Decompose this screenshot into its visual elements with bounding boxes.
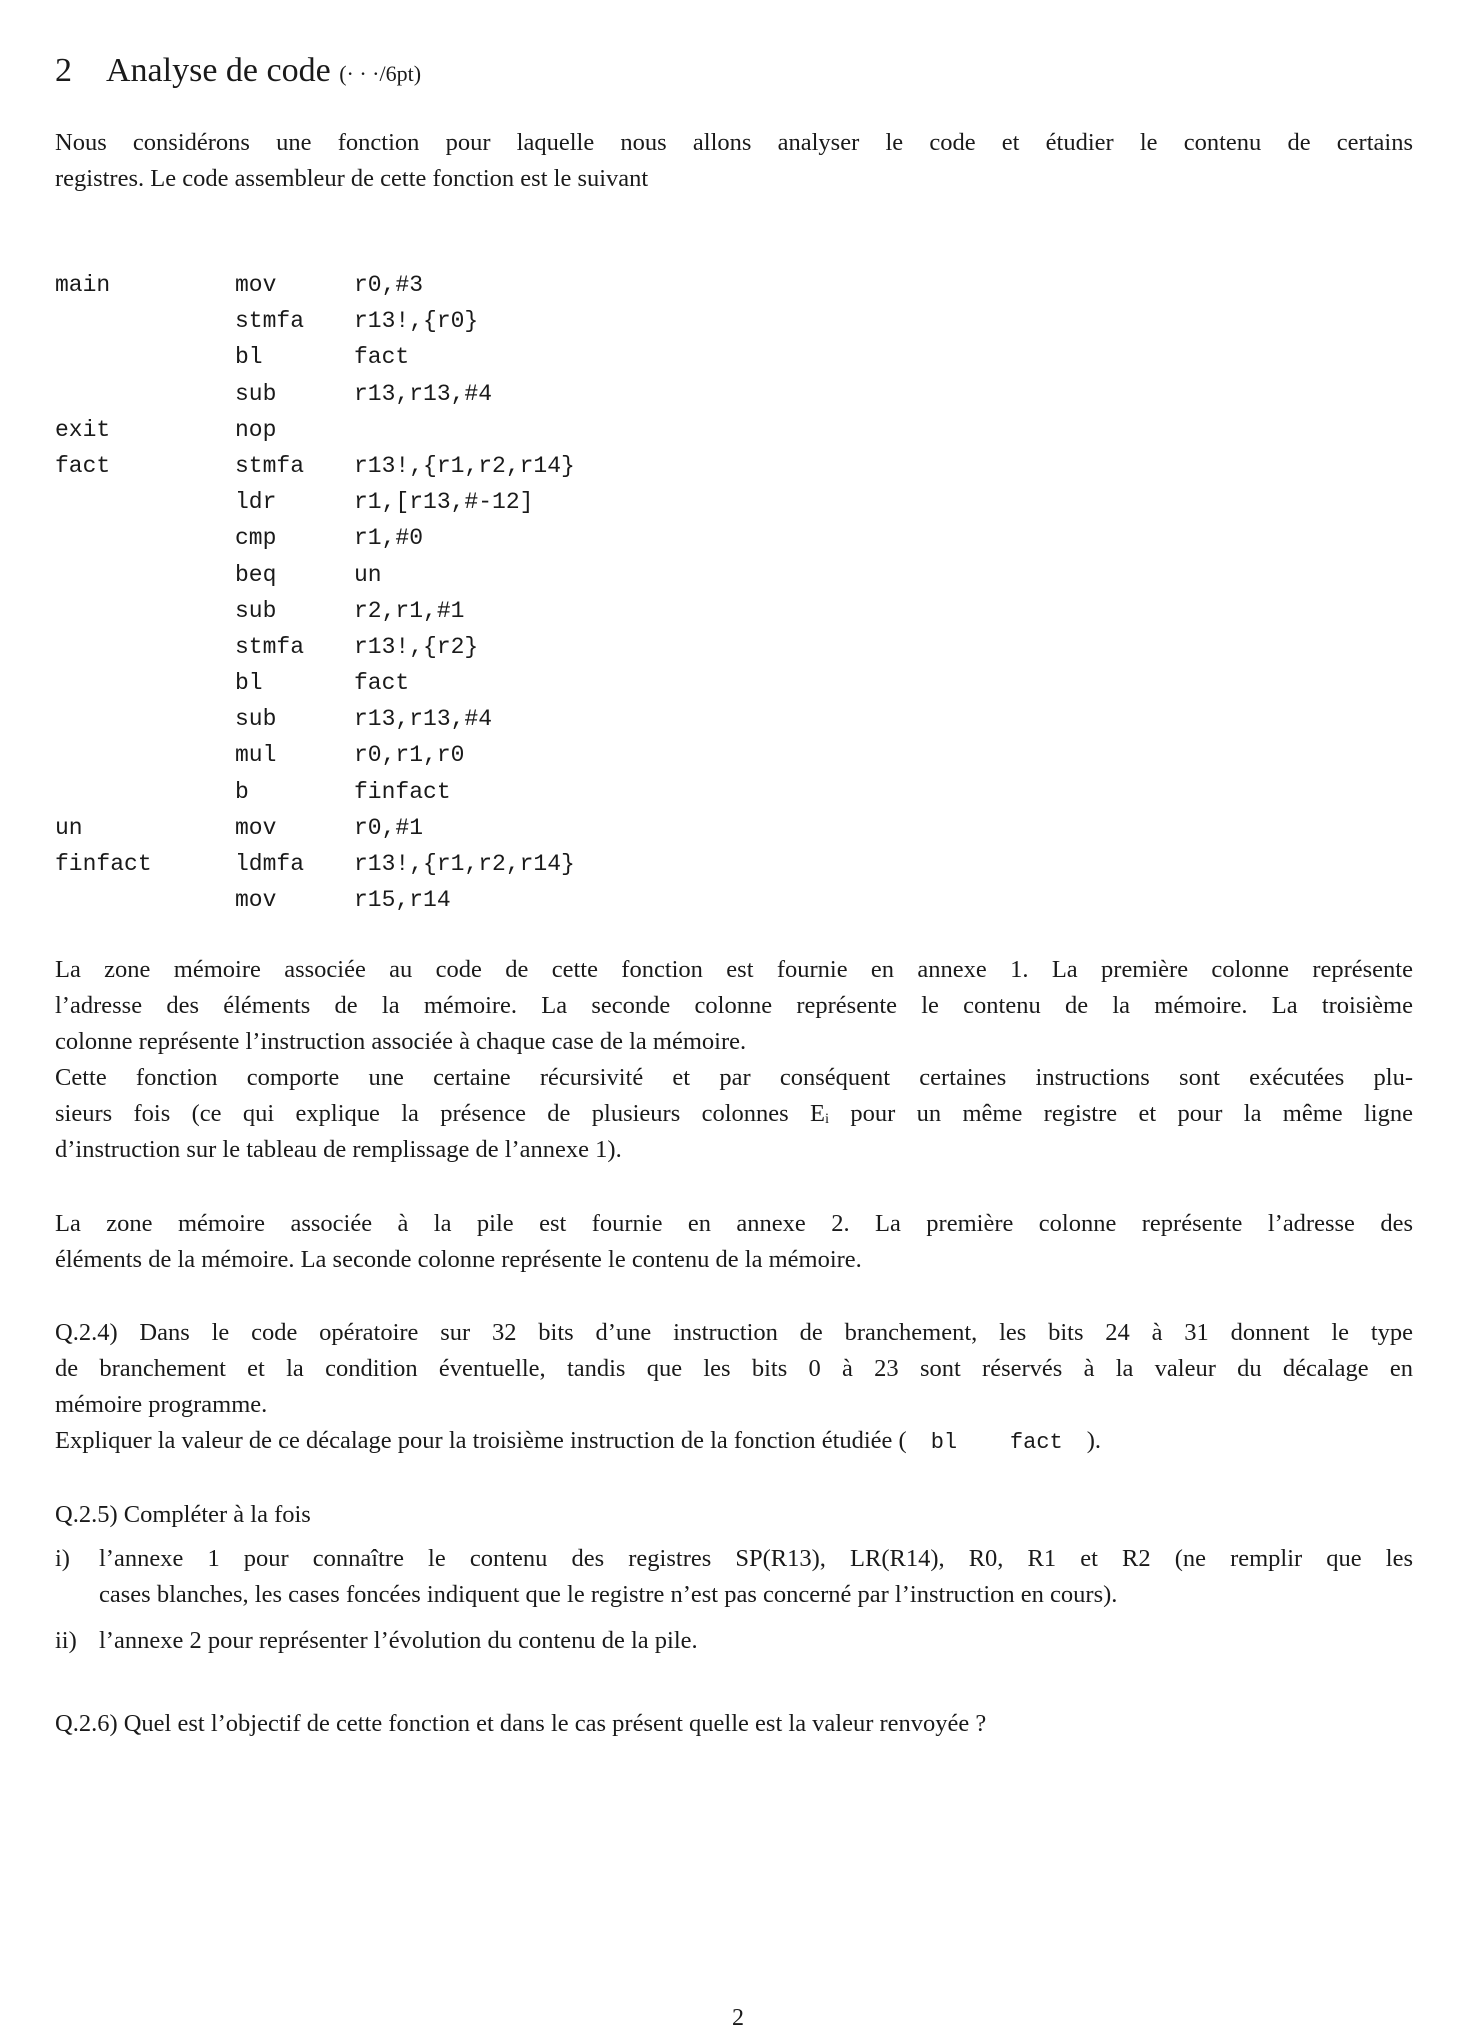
- question-2-5: [55, 1497, 1413, 1659]
- list-item: [55, 1541, 1413, 1613]
- code-mnemonic: cmp: [235, 525, 277, 552]
- code-mnemonic: stmfa: [235, 308, 305, 335]
- code-mnemonic: sub: [235, 597, 277, 624]
- code-mnemonic: ldr: [235, 489, 277, 516]
- inline-code: bl fact: [930, 1430, 1063, 1455]
- code-mnemonic: mul: [235, 742, 277, 769]
- question-2-4: [55, 1315, 1413, 1459]
- code-operands: fact: [354, 670, 410, 697]
- question-label: Q.2.6): [55, 1710, 118, 1737]
- list-marker: i): [55, 1545, 70, 1572]
- code-mnemonic: b: [235, 778, 249, 805]
- text-line: La zone mémoire associée au code de cette fonction est fournie en annexe 1. La première colonne représente: [55, 956, 1413, 983]
- code-label: finfact: [55, 851, 152, 877]
- code-operands: r13,r13,#4: [354, 706, 493, 733]
- code-operands: r0,#3: [354, 272, 424, 298]
- code-mnemonic: sub: [235, 706, 277, 733]
- question-label: Q.2.5): [55, 1501, 118, 1528]
- code-operands: un: [354, 561, 382, 588]
- code-label: fact: [55, 452, 111, 479]
- code-mnemonic: ldmfa: [235, 851, 305, 877]
- code-mnemonic: mov: [235, 272, 277, 298]
- code-operands: r1,#0: [354, 525, 424, 552]
- text-line: mémoire programme.: [55, 1391, 268, 1418]
- code-operands: finfact: [354, 778, 451, 805]
- text-line: l’annexe 2 pour représenter l’évolution du contenu de la pile.: [99, 1627, 698, 1654]
- code-mnemonic: mov: [235, 887, 277, 914]
- text-line: sieurs fois (ce qui explique la présence de plusieurs colonnes Eᵢ pour un même registre et pour la même ligne: [55, 1100, 1413, 1127]
- text-line: cases blanches, les cases foncées indiquent que le registre n’est pas concerné par l’instruction en cours).: [99, 1581, 1118, 1608]
- text-line: d’instruction sur le tableau de remplissage de l’annexe 1).: [55, 1136, 622, 1163]
- code-operands: r0,#1: [354, 814, 424, 841]
- memory-paragraph: [55, 952, 1413, 1168]
- code-operands: fact: [354, 344, 410, 371]
- question-2-6: [55, 1706, 1413, 1742]
- code-mnemonic: bl: [235, 344, 263, 371]
- text-line: Dans le code opératoire sur 32 bits d’une instruction de branchement, les bits 24 à 31 donnent le type: [139, 1319, 1413, 1346]
- code-operands: r0,r1,r0: [354, 742, 465, 769]
- stack-paragraph: [55, 1206, 1413, 1278]
- section-number: 2: [55, 52, 72, 89]
- section-heading: [55, 52, 421, 90]
- code-mnemonic: stmfa: [235, 452, 305, 479]
- text-line: La zone mémoire associée à la pile est fournie en annexe 2. La première colonne représente l’adresse des: [55, 1210, 1413, 1237]
- code-mnemonic: nop: [235, 416, 277, 443]
- page-number: 2: [732, 2005, 744, 2031]
- code-operands: r13,r13,#4: [354, 380, 493, 407]
- text-line: l’annexe 1 pour connaître le contenu des registres SP(R13), LR(R14), R0, R1 et R2 (ne remplir que les: [99, 1545, 1413, 1572]
- section-points: (· · ·/6pt): [339, 61, 422, 86]
- text-line: de branchement et la condition éventuelle, tandis que les bits 0 à 23 sont réservés à la valeur du décalage en: [55, 1355, 1413, 1382]
- intro-paragraph: [55, 125, 1413, 197]
- text-line: colonne représente l’instruction associée à chaque case de la mémoire.: [55, 1028, 747, 1055]
- code-operands: r2,r1,#1: [354, 597, 465, 624]
- code-operands: r13!,{r2}: [354, 633, 479, 660]
- text-line: Compléter à la fois: [123, 1501, 311, 1528]
- text-line: Expliquer la valeur de ce décalage pour la troisième instruction de la fonction étudiée (: [55, 1427, 907, 1454]
- code-operands: r13!,{r1,r2,r14}: [354, 452, 575, 479]
- code-operands: r1,[r13,#-12]: [354, 489, 534, 516]
- list-item: [55, 1623, 1413, 1659]
- code-mnemonic: mov: [235, 814, 277, 841]
- text-line: Quel est l’objectif de cette fonction et dans le cas présent quelle est la valeur renvoyée ?: [123, 1710, 987, 1737]
- list-marker: ii): [55, 1627, 77, 1654]
- question-label: Q.2.4): [55, 1319, 118, 1346]
- code-operands: r13!,{r0}: [354, 308, 479, 335]
- text-line: Cette fonction comporte une certaine récursivité et par conséquent certaines instructions sont exécutées plu-: [55, 1064, 1413, 1091]
- section-title: Analyse de code: [106, 52, 331, 89]
- code-label: main: [55, 272, 111, 298]
- code-mnemonic: bl: [235, 670, 263, 697]
- text-line: l’adresse des éléments de la mémoire. La seconde colonne représente le contenu de la mémoire. La troisième: [55, 992, 1413, 1019]
- text-line: Nous considérons une fonction pour laquelle nous allons analyser le code et étudier le contenu de certains: [55, 129, 1413, 156]
- text-line: ).: [1086, 1427, 1102, 1454]
- code-label: exit: [55, 416, 111, 443]
- code-operands: r13!,{r1,r2,r14}: [354, 851, 575, 877]
- code-mnemonic: stmfa: [235, 633, 305, 660]
- text-line: éléments de la mémoire. La seconde colonne représente le contenu de la mémoire.: [55, 1246, 862, 1273]
- text-line: registres. Le code assembleur de cette fonction est le suivant: [55, 165, 649, 192]
- code-mnemonic: sub: [235, 380, 277, 407]
- code-mnemonic: beq: [235, 561, 277, 588]
- code-operands: r15,r14: [354, 887, 451, 914]
- code-label: un: [55, 814, 83, 841]
